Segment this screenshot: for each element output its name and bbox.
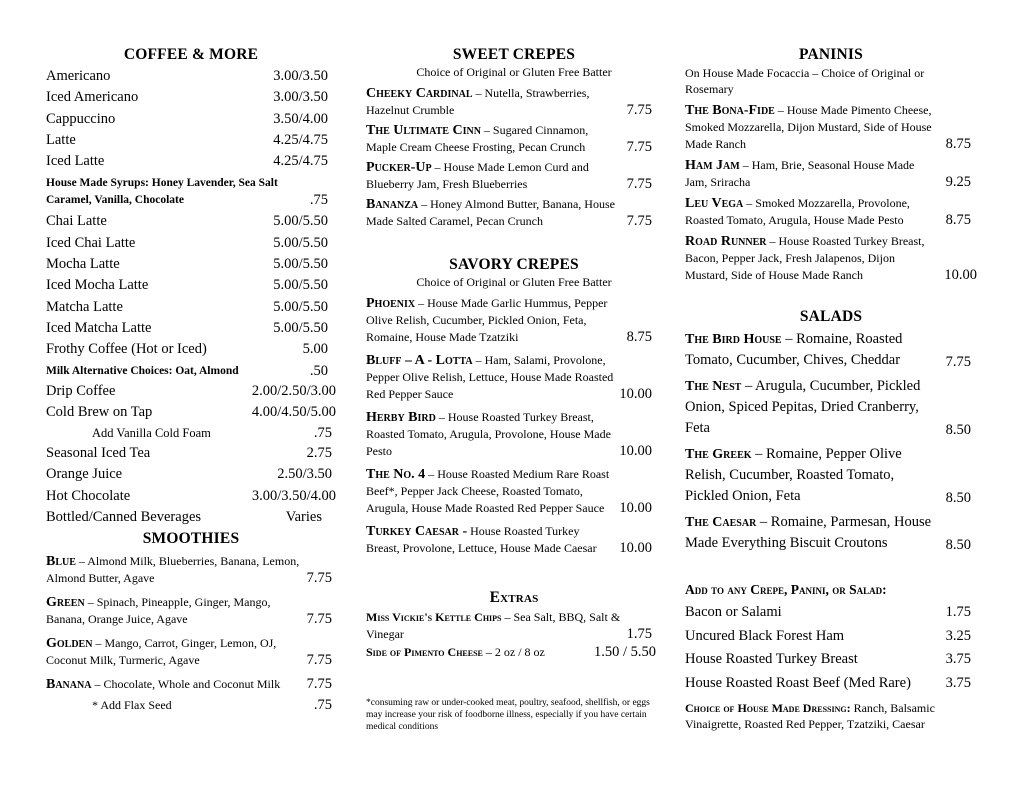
item-desc: Romaine, Roasted Tomato, Cucumber, Chives, Cheddar [685, 331, 903, 368]
item-desc: House Roasted Turkey Breast, Bacon, Pepper Jack, Fresh Jalapenos, Dijon Mustard, Side of House Made Ranch [685, 234, 925, 282]
item-name: Hot Chocolate [46, 487, 131, 504]
crepes-column [366, 46, 662, 733]
item-price: 1.75 [945, 604, 971, 620]
item-name: Add Vanilla Cold Foam [92, 426, 211, 441]
menu-item: Miss Vickie's Kettle Chips – Sea Salt, BBQ, Salt & Vinegar 1.75 [366, 609, 662, 643]
item-price: 7.75 [306, 676, 332, 693]
coffee-list [46, 66, 336, 528]
item-name: Side of Pimento Cheese [366, 645, 483, 659]
panini-salad-column [685, 46, 977, 732]
menu-item: Cheeky Cardinal – Nutella, Strawberries, Hazelnut Crumble 7.75 [366, 85, 662, 119]
item-price: 4.25/4.75 [273, 153, 328, 170]
item-price: 1.50 / 5.50 [593, 644, 656, 660]
item-price: .75 [313, 425, 332, 442]
menu-row [46, 151, 336, 172]
item-price: 3.75 [945, 674, 971, 691]
paninis-title: PANINIS [799, 46, 863, 63]
item-name: Cappuccino [46, 110, 116, 127]
item-price: 2.75 [306, 445, 332, 462]
menu-row [46, 402, 336, 423]
sweet-crepes-subtitle: Choice of Original or Gluten Free Batter [416, 65, 612, 79]
item-price: 10.00 [619, 443, 652, 459]
menu-row [46, 275, 336, 296]
milk-alt-text: Milk Alternative Choices: Oat, Almond [46, 364, 239, 377]
paninis-subtitle: On House Made Focaccia – Choice of Original or Rosemary [685, 66, 925, 96]
menu-item: The Bona-Fide – House Made Pimento Cheese, Smoked Mozzarella, Dijon Mustard, Side of House Made Ranch 8.75 [685, 102, 977, 153]
menu-row [46, 87, 336, 108]
dressing-label: Choice of House Made Dressing: [685, 701, 851, 715]
sweet-crepes-list [366, 85, 662, 230]
item-price: 7.75 [626, 213, 652, 229]
item-price: 1.75 [626, 626, 652, 642]
dressing-options: Ranch, Balsamic Vinaigrette, Roasted Red Pepper, Tzatziki, Caesar [685, 701, 935, 731]
coffee-title: COFFEE & MORE [123, 46, 259, 63]
addons-list [685, 601, 977, 695]
milk-alt-note [46, 361, 336, 381]
item-desc: Sugared Cinnamon, Maple Cream Cheese Frosting, Pecan Crunch [366, 123, 589, 154]
item-desc: House Roasted Turkey Breast, Roasted Tomato, Arugula, Provolone, House Made Pesto [366, 410, 611, 458]
item-desc: Arugula, Cucumber, Pickled Onion, Spiced Pepitas, Dried Cranberry, Feta [685, 378, 921, 436]
food-safety-disclaimer: *consuming raw or under-cooked meat, poultry, seafood, shellfish, or eggs may increase your risk of foodborne illness, especially if you have certain medical conditions [366, 698, 650, 732]
menu-item: Bananza – Honey Almond Butter, Banana, House Made Salted Caramel, Pecan Crunch 7.75 [366, 196, 662, 230]
item-price: 5.00/5.50 [273, 256, 328, 273]
item-price: 3.50/4.00 [273, 110, 328, 127]
coffee-column [46, 46, 336, 714]
addons-title: Add to any Crepe, Panini, or Salad: [685, 582, 887, 597]
item-price: 8.75 [626, 329, 652, 345]
item-name: Blue [46, 554, 76, 570]
item-desc: Romaine, Parmesan, House Made Everything Biscuit Croutons [685, 514, 932, 551]
menu-row [46, 109, 336, 130]
menu-item: The No. 4 – House Roasted Medium Rare Roast Beef*, Pepper Jack Cheese, Roasted Tomato, Arugula, House Made Roasted Red Pepper Sauce 10.00 [366, 466, 662, 517]
menu-item: Green – Spinach, Pineapple, Ginger, Mango, Banana, Orange Juice, Agave 7.75 [46, 594, 336, 628]
item-name: Iced Mocha Latte [46, 277, 149, 294]
menu-item: Blue – Almond Milk, Blueberries, Banana, Lemon, Almond Butter, Agave 7.75 [46, 553, 336, 587]
menu-item: Bluff – A - Lotta – Ham, Salami, Provolone, Pepper Olive Relish, Lettuce, House Made Roasted Red Pepper Sauce 10.00 [366, 352, 662, 403]
menu-row [685, 625, 977, 649]
paninis-list [685, 102, 977, 284]
menu-row [46, 130, 336, 151]
menu-item: Golden – Mango, Carrot, Ginger, Lemon, OJ, Coconut Milk, Turmeric, Agave 7.75 [46, 635, 336, 669]
item-price: 5.00/5.50 [273, 213, 328, 230]
item-name: House Roasted Roast Beef (Med Rare) [685, 674, 911, 691]
item-price: 5.00/5.50 [273, 298, 328, 315]
menu-row [46, 464, 336, 485]
item-name: Matcha Latte [46, 298, 123, 315]
item-desc: Chocolate, Whole and Coconut Milk [103, 677, 281, 692]
item-desc: Nutella, Strawberries, Hazelnut Crumble [366, 86, 590, 117]
item-price: 8.50 [945, 422, 971, 438]
menu-row [685, 672, 977, 696]
menu-item: Phoenix – House Made Garlic Hummus, Pepper Olive Relish, Cucumber, Pickled Onion, Feta, Romaine, House Made Tzatziki 8.75 [366, 295, 662, 346]
menu-item: The Ultimate Cinn – Sugared Cinnamon, Maple Cream Cheese Frosting, Pecan Crunch 7.75 [366, 122, 662, 156]
menu-item: Side of Pimento Cheese – 2 oz / 8 oz 1.50 / 5.50 [366, 644, 662, 661]
extras-list [366, 609, 662, 661]
item-name: Bananza [366, 197, 419, 212]
item-price: 5.00/5.50 [273, 319, 328, 336]
item-name: Iced Chai Latte [46, 234, 136, 251]
item-price: 9.25 [945, 174, 971, 190]
menu-row [685, 648, 977, 672]
extras-title: Extras [489, 589, 539, 606]
menu-row [46, 486, 336, 507]
item-desc: House Made Garlic Hummus, Pepper Olive Relish, Cucumber, Pickled Onion, Feta, Romaine, House Made Tzatziki [366, 296, 608, 344]
item-desc: House Roasted Turkey Breast, Provolone, Lettuce, House Made Caesar [366, 524, 597, 555]
item-name: Frothy Coffee (Hot or Iced) [46, 341, 207, 358]
item-price: 10.00 [619, 540, 652, 556]
item-price: 4.25/4.75 [273, 131, 328, 148]
item-price: 3.25 [945, 627, 971, 644]
item-name: Cheeky Cardinal [366, 86, 473, 101]
item-desc: Mango, Carrot, Ginger, Lemon, OJ, Coconut Milk, Turmeric, Agave [46, 636, 277, 668]
item-price: 8.50 [945, 490, 971, 506]
item-name: House Roasted Turkey Breast [685, 651, 858, 667]
item-name: Iced Matcha Latte [46, 319, 152, 336]
salads-title: SALADS [799, 308, 863, 325]
item-price: 5.00/5.50 [273, 277, 328, 294]
item-price: 7.75 [306, 611, 332, 628]
menu-item [366, 523, 662, 557]
syrups-text: House Made Syrups: Honey Lavender, Sea Salt [46, 177, 278, 190]
item-desc: Sea Salt, BBQ, Salt & Vinegar [366, 610, 621, 641]
cold-foam-row [46, 423, 336, 443]
item-desc: Spinach, Pineapple, Ginger, Mango, Banana, Orange Juice, Agave [46, 595, 271, 627]
smoothies-title: SMOOTHIES [142, 530, 240, 548]
item-name: Phoenix [366, 296, 416, 311]
syrups-note [46, 175, 336, 192]
item-name: Ham Jam [685, 158, 740, 173]
item-name: The No. 4 [366, 467, 426, 482]
syrups-price: .75 [309, 192, 328, 209]
item-name: Leu Vega [685, 196, 744, 211]
menu-item: The Nest – Arugula, Cucumber, Pickled Onion, Spiced Pepitas, Dried Cranberry, Feta 8.50 [685, 376, 977, 439]
item-name: The Ultimate Cinn [366, 123, 481, 138]
sweet-crepes-title: SWEET CREPES [452, 46, 576, 63]
item-desc: House Roasted Medium Rare Roast Beef*, Pepper Jack Cheese, Roasted Tomato, Arugula, House Made Roasted Red Pepper Sauce [366, 467, 610, 515]
syrups-note [46, 192, 336, 209]
item-price: 8.75 [945, 212, 971, 228]
item-name: Uncured Black Forest Ham [685, 627, 845, 644]
item-name: Banana [46, 677, 92, 693]
menu-row [46, 318, 336, 339]
menu-item: Herby Bird – House Roasted Turkey Breast, Roasted Tomato, Arugula, Provolone, House Made Pesto 10.00 [366, 409, 662, 460]
item-name: The Bona-Fide [685, 103, 775, 118]
menu-item: Banana – Chocolate, Whole and Coconut Milk 7.75 [46, 676, 336, 693]
menu-row [46, 233, 336, 254]
item-desc: Ham, Brie, Seasonal House Made Jam, Sriracha [685, 158, 915, 189]
item-name: Turkey Caesar - [366, 524, 468, 539]
item-price: 10.00 [944, 267, 977, 283]
item-price: 7.75 [306, 652, 332, 669]
savory-crepes-subtitle: Choice of Original or Gluten Free Batter [416, 275, 612, 289]
item-name: Latte [46, 131, 76, 148]
item-price: 8.75 [945, 136, 971, 152]
menu-row [46, 297, 336, 318]
menu-item: Ham Jam – Ham, Brie, Seasonal House Made Jam, Sriracha 9.25 [685, 157, 977, 191]
item-name: The Nest [685, 379, 742, 394]
dressing-note [685, 700, 977, 732]
item-price: 10.00 [619, 386, 652, 402]
item-price: 3.00/3.50 [273, 68, 328, 84]
menu-row [685, 601, 977, 625]
item-name: Mocha Latte [46, 256, 120, 273]
milk-alt-price: .50 [309, 362, 328, 379]
item-name: Herby Bird [366, 410, 436, 425]
item-price: 7.75 [626, 102, 652, 118]
savory-crepes-list [366, 295, 662, 557]
item-price: 2.50/3.50 [277, 466, 332, 483]
item-name: Orange Juice [46, 466, 123, 483]
item-name: Chai Latte [46, 213, 107, 230]
item-name: The Bird House [685, 332, 782, 347]
menu-row [46, 211, 336, 232]
item-name: Road Runner [685, 234, 767, 249]
item-desc: Honey Almond Butter, Banana, House Made Salted Caramel, Pecan Crunch [366, 197, 615, 228]
item-price: 7.75 [626, 176, 652, 192]
smoothies-list [46, 553, 336, 714]
item-name: Iced Latte [46, 153, 105, 170]
item-name: Pucker-Up [366, 160, 432, 175]
item-desc: Ham, Salami, Provolone, Pepper Olive Relish, Lettuce, House Made Roasted Red Pepper Sauce [366, 353, 614, 401]
menu-item: Road Runner – House Roasted Turkey Breast, Bacon, Pepper Jack, Fresh Jalapenos, Dijon Mustard, Side of House Made Ranch 10.00 [685, 234, 977, 283]
savory-crepes-title: SAVORY CREPES [449, 256, 579, 273]
item-price: 8.50 [945, 537, 971, 553]
menu-row [46, 443, 336, 464]
item-name: Green [46, 595, 85, 611]
item-price: 7.75 [626, 139, 652, 155]
item-price: 3.00/3.50 [273, 89, 328, 106]
item-name: Bacon or Salami [685, 604, 782, 620]
item-price: 7.75 [945, 354, 971, 370]
item-price: 3.75 [945, 651, 971, 667]
item-price: 2.00/2.50/3.00 [251, 382, 336, 399]
menu-row [46, 66, 336, 87]
item-desc: House Made Lemon Curd and Blueberry Jam, Fresh Blueberries [366, 160, 589, 191]
menu-row [46, 339, 336, 360]
item-name: The Caesar [685, 515, 757, 530]
menu-item: The Caesar – Romaine, Parmesan, House Made Everything Biscuit Croutons 8.50 [685, 512, 977, 554]
salads-list [685, 329, 977, 554]
item-price: 10.00 [619, 500, 652, 516]
item-price: 4.00/4.50/5.00 [251, 403, 336, 420]
menu-item: The Greek – Romaine, Pepper Olive Relish, Cucumber, Roasted Tomato, Pickled Onion, Feta 8.50 [685, 444, 977, 507]
menu-row [46, 254, 336, 275]
item-price: 5.00 [302, 341, 328, 358]
menu-item: Leu Vega – Smoked Mozzarella, Provolone, Roasted Tomato, Arugula, House Made Pesto 8.75 [685, 195, 977, 229]
menu-row [46, 381, 336, 402]
item-name: Bluff – A - Lotta [366, 353, 473, 368]
item-desc: House Made Pimento Cheese, Smoked Mozzarella, Dijon Mustard, Side of House Made Ranch [685, 103, 932, 151]
item-name: The Greek [685, 447, 752, 462]
item-desc: Smoked Mozzarella, Provolone, Roasted Tomato, Arugula, House Made Pesto [685, 196, 910, 227]
item-desc: Romaine, Pepper Olive Relish, Cucumber, Roasted Tomato, Pickled Onion, Feta [685, 446, 902, 504]
item-name: Cold Brew on Tap [46, 403, 153, 420]
item-name: Seasonal Iced Tea [46, 445, 151, 462]
menu-row [46, 507, 336, 528]
syrups-text: Caramel, Vanilla, Chocolate [46, 194, 184, 207]
flax-addon [46, 697, 336, 714]
item-desc: Almond Milk, Blueberries, Banana, Lemon, Almond Butter, Agave [46, 554, 300, 586]
item-price: .75 [313, 697, 332, 714]
item-name: * Add Flax Seed [92, 698, 172, 713]
item-price: Varies [285, 509, 322, 526]
item-price: 7.75 [306, 570, 332, 587]
item-name: Bottled/Canned Beverages [46, 509, 202, 526]
menu-item: Pucker-Up – House Made Lemon Curd and Blueberry Jam, Fresh Blueberries 7.75 [366, 159, 662, 193]
item-name: Miss Vickie's Kettle Chips [366, 610, 502, 624]
item-name: Americano [46, 68, 111, 84]
menu-item: The Bird House – Romaine, Roasted Tomato, Cucumber, Chives, Cheddar 7.75 [685, 329, 977, 371]
item-price: 5.00/5.50 [273, 234, 328, 251]
item-name: Drip Coffee [46, 382, 116, 399]
item-name: Golden [46, 636, 93, 652]
item-name: Iced Americano [46, 89, 139, 106]
item-desc: 2 oz / 8 oz [494, 645, 545, 659]
item-price: 3.00/3.50/4.00 [251, 487, 336, 504]
